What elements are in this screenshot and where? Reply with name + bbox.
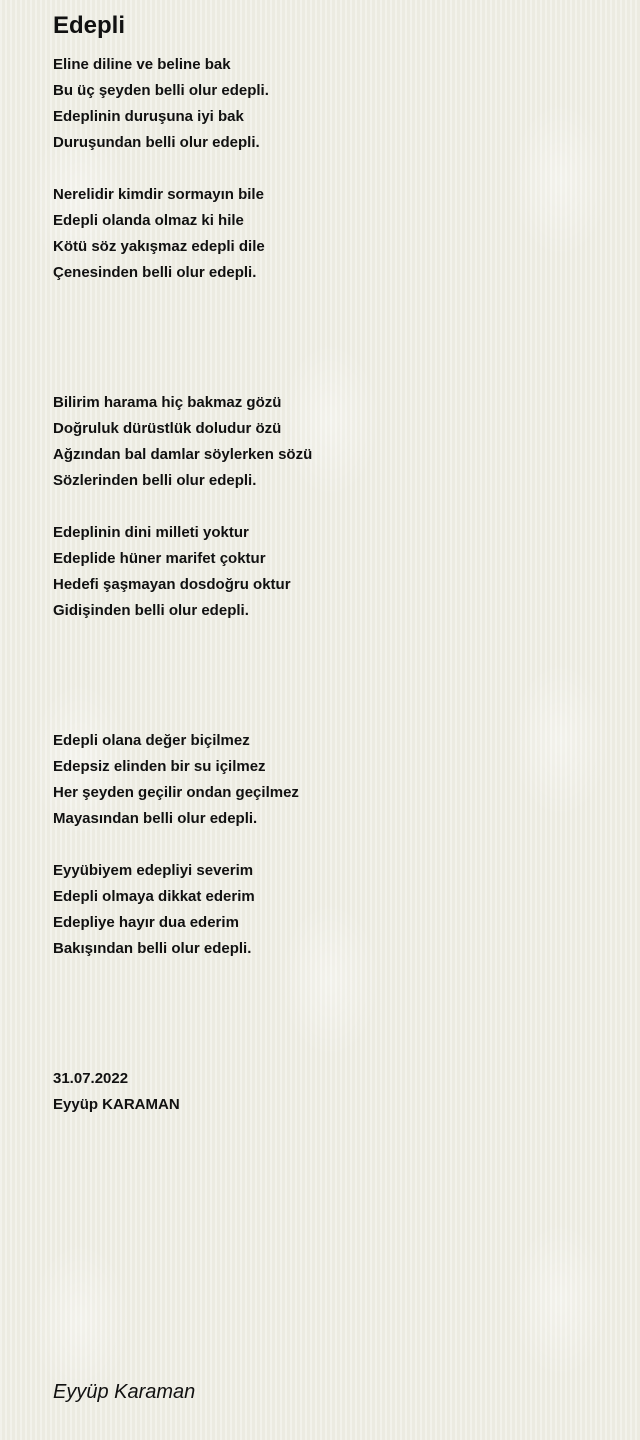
poem-line: Edeplinin duruşuna iyi bak (53, 108, 244, 125)
poem-line: Bakışından belli olur edepli. (53, 940, 252, 957)
poem-line: Duruşundan belli olur edepli. (53, 134, 260, 151)
poem-line: Edeplinin dini milleti yoktur (53, 524, 249, 541)
poem-line: Eyyübiyem edepliyi severim (53, 862, 254, 879)
poem-footer (53, 1066, 613, 1118)
stanza (53, 858, 613, 962)
poem-line: Eline diline ve beline bak (53, 56, 231, 73)
stanza-spacer (53, 494, 613, 520)
poem-line: Edeplide hüner marifet çoktur (53, 550, 266, 567)
poem-line: Çenesinden belli olur edepli. (53, 264, 257, 281)
section-spacer (53, 286, 613, 390)
poem-line: Kötü söz yakışmaz edepli dile (53, 238, 265, 255)
poem-line: Ağzından bal damlar söylerken sözü (53, 446, 313, 463)
poem-line: Nerelidir kimdir sormayın bile (53, 186, 264, 203)
poem-line: Mayasından belli olur edepli. (53, 810, 258, 827)
poem-line: Gidişinden belli olur edepli. (53, 602, 249, 619)
author-name: Eyyüp Karaman (53, 1381, 196, 1403)
poem-line: Edepli olanda olmaz ki hile (53, 212, 244, 229)
poem-date: 31.07.2022 (53, 1070, 129, 1087)
poem-line: Edepli olana değer biçilmez (53, 732, 250, 749)
stanza (53, 52, 613, 156)
stanza (53, 390, 613, 494)
poem-line: Hedefi şaşmayan dosdoğru oktur (53, 576, 291, 593)
section-spacer (53, 624, 613, 728)
poem-line: Her şeyden geçilir ondan geçilmez (53, 784, 299, 801)
poem-line: Edepliye hayır dua ederim (53, 914, 239, 931)
stanza-spacer (53, 832, 613, 858)
poem-body (53, 52, 613, 1118)
section-spacer (53, 962, 613, 1066)
stanza-spacer (53, 156, 613, 182)
stanza (53, 182, 613, 286)
stanza (53, 520, 613, 624)
poem-line: Doğruluk dürüstlük doludur özü (53, 420, 282, 437)
poem-line: Edepli olmaya dikkat ederim (53, 888, 255, 905)
stanza (53, 728, 613, 832)
poem-title: Edepli (53, 12, 126, 39)
poem-line: Sözlerinden belli olur edepli. (53, 472, 257, 489)
poem-signature: Eyyüp KARAMAN (53, 1096, 180, 1113)
poem-line: Bilirim harama hiç bakmaz gözü (53, 394, 282, 411)
poem-line: Bu üç şeyden belli olur edepli. (53, 82, 269, 99)
poem-line: Edepsiz elinden bir su içilmez (53, 758, 266, 775)
